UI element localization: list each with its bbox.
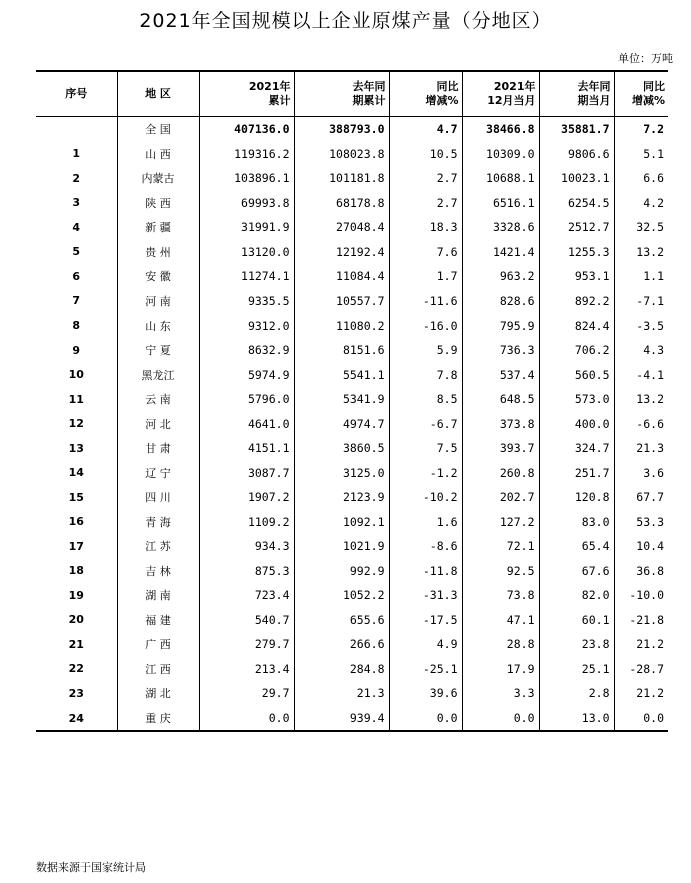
total-row bbox=[36, 117, 668, 142]
cumulative-prev-cell: 68178.8 bbox=[294, 191, 389, 216]
yoy-december-cell: 67.7 bbox=[614, 485, 668, 510]
region-cell: 广 西 bbox=[117, 632, 199, 657]
table-row bbox=[36, 166, 668, 191]
yoy-december-cell: -7.1 bbox=[614, 289, 668, 314]
december-prev-cell: 2512.7 bbox=[539, 215, 614, 240]
seq-cell: 6 bbox=[72, 269, 81, 283]
seq-cell: 15 bbox=[68, 490, 84, 504]
december-2021-cell: 47.1 bbox=[462, 608, 539, 633]
december-2021-cell: 73.8 bbox=[462, 583, 539, 608]
header-2021-december bbox=[462, 71, 539, 117]
cumulative-prev-cell: 12192.4 bbox=[294, 240, 389, 265]
yoy-cumulative-cell: -1.2 bbox=[389, 460, 462, 485]
seq-cell: 5 bbox=[72, 245, 81, 259]
table-body bbox=[36, 117, 668, 732]
table-row bbox=[36, 264, 668, 289]
december-prev-cell: 60.1 bbox=[539, 608, 614, 633]
header-line: 去年同 bbox=[577, 80, 611, 93]
cumulative-2021-cell: 69993.8 bbox=[199, 191, 294, 216]
cumulative-2021-cell: 540.7 bbox=[199, 608, 294, 633]
region-cell: 山 西 bbox=[117, 142, 199, 167]
table-row bbox=[36, 338, 668, 363]
cumulative-prev-cell: 101181.8 bbox=[294, 166, 389, 191]
yoy-cumulative-cell: -11.8 bbox=[389, 559, 462, 584]
cumulative-prev-cell: 388793.0 bbox=[294, 117, 389, 142]
header-line: 同比 bbox=[643, 80, 665, 93]
seq-cell bbox=[36, 117, 117, 142]
december-2021-cell: 393.7 bbox=[462, 436, 539, 461]
yoy-december-cell: 13.2 bbox=[614, 387, 668, 412]
cumulative-2021-cell: 934.3 bbox=[199, 534, 294, 559]
december-2021-cell: 10688.1 bbox=[462, 166, 539, 191]
yoy-cumulative-cell: -6.7 bbox=[389, 411, 462, 436]
header-line: 增减% bbox=[631, 94, 665, 107]
december-prev-cell: 35881.7 bbox=[539, 117, 614, 142]
table-row bbox=[36, 485, 668, 510]
december-prev-cell: 400.0 bbox=[539, 411, 614, 436]
seq-cell: 20 bbox=[68, 613, 84, 627]
region-cell: 河 南 bbox=[117, 289, 199, 314]
december-prev-cell: 892.2 bbox=[539, 289, 614, 314]
header-region bbox=[117, 71, 199, 117]
coal-output-table bbox=[36, 70, 668, 732]
header-line: 期累计 bbox=[352, 94, 386, 107]
december-2021-cell: 6516.1 bbox=[462, 191, 539, 216]
yoy-december-cell: 21.2 bbox=[614, 681, 668, 706]
cumulative-prev-cell: 284.8 bbox=[294, 657, 389, 682]
yoy-december-cell: -3.5 bbox=[614, 313, 668, 338]
december-2021-cell: 828.6 bbox=[462, 289, 539, 314]
header-prev-cumulative bbox=[294, 71, 389, 117]
cumulative-2021-cell: 5974.9 bbox=[199, 362, 294, 387]
seq-cell: 4 bbox=[72, 220, 81, 234]
cumulative-2021-cell: 9335.5 bbox=[199, 289, 294, 314]
december-prev-cell: 13.0 bbox=[539, 706, 614, 732]
december-prev-cell: 6254.5 bbox=[539, 191, 614, 216]
december-prev-cell: 953.1 bbox=[539, 264, 614, 289]
region-cell: 甘 肃 bbox=[117, 436, 199, 461]
cumulative-prev-cell: 10557.7 bbox=[294, 289, 389, 314]
yoy-cumulative-cell: -16.0 bbox=[389, 313, 462, 338]
yoy-cumulative-cell: 2.7 bbox=[389, 191, 462, 216]
yoy-december-cell: 6.6 bbox=[614, 166, 668, 191]
yoy-december-cell: 4.2 bbox=[614, 191, 668, 216]
yoy-cumulative-cell: 7.8 bbox=[389, 362, 462, 387]
header-line: 序号 bbox=[65, 87, 88, 100]
yoy-cumulative-cell: 1.6 bbox=[389, 510, 462, 535]
cumulative-prev-cell: 1092.1 bbox=[294, 510, 389, 535]
yoy-december-cell: -28.7 bbox=[614, 657, 668, 682]
cumulative-2021-cell: 4151.1 bbox=[199, 436, 294, 461]
table-row bbox=[36, 215, 668, 240]
yoy-december-cell: 5.1 bbox=[614, 142, 668, 167]
seq-cell: 11 bbox=[68, 392, 84, 406]
december-prev-cell: 251.7 bbox=[539, 460, 614, 485]
region-cell: 重 庆 bbox=[117, 706, 199, 732]
table-header bbox=[36, 71, 668, 117]
cumulative-prev-cell: 11080.2 bbox=[294, 313, 389, 338]
yoy-cumulative-cell: -25.1 bbox=[389, 657, 462, 682]
yoy-cumulative-cell: -31.3 bbox=[389, 583, 462, 608]
yoy-cumulative-cell: 5.9 bbox=[389, 338, 462, 363]
cumulative-prev-cell: 3125.0 bbox=[294, 460, 389, 485]
yoy-december-cell: -4.1 bbox=[614, 362, 668, 387]
cumulative-2021-cell: 1109.2 bbox=[199, 510, 294, 535]
yoy-cumulative-cell: 4.7 bbox=[389, 117, 462, 142]
december-prev-cell: 1255.3 bbox=[539, 240, 614, 265]
seq-cell: 18 bbox=[68, 564, 84, 578]
region-cell: 云 南 bbox=[117, 387, 199, 412]
yoy-cumulative-cell: -10.2 bbox=[389, 485, 462, 510]
december-2021-cell: 963.2 bbox=[462, 264, 539, 289]
cumulative-2021-cell: 279.7 bbox=[199, 632, 294, 657]
seq-cell: 9 bbox=[72, 343, 81, 357]
region-cell: 陕 西 bbox=[117, 191, 199, 216]
yoy-december-cell: 36.8 bbox=[614, 559, 668, 584]
cumulative-prev-cell: 3860.5 bbox=[294, 436, 389, 461]
seq-cell: 10 bbox=[68, 368, 84, 382]
region-cell: 湖 南 bbox=[117, 583, 199, 608]
cumulative-prev-cell: 27048.4 bbox=[294, 215, 389, 240]
cumulative-2021-cell: 0.0 bbox=[199, 706, 294, 732]
december-prev-cell: 83.0 bbox=[539, 510, 614, 535]
seq-cell: 1 bbox=[72, 147, 81, 161]
cumulative-prev-cell: 4974.7 bbox=[294, 411, 389, 436]
table-row bbox=[36, 608, 668, 633]
cumulative-prev-cell: 2123.9 bbox=[294, 485, 389, 510]
december-2021-cell: 38466.8 bbox=[462, 117, 539, 142]
table-row bbox=[36, 289, 668, 314]
region-cell: 湖 北 bbox=[117, 681, 199, 706]
cumulative-prev-cell: 11084.4 bbox=[294, 264, 389, 289]
december-prev-cell: 560.5 bbox=[539, 362, 614, 387]
december-prev-cell: 324.7 bbox=[539, 436, 614, 461]
seq-cell: 14 bbox=[68, 466, 84, 480]
seq-cell: 8 bbox=[72, 319, 81, 333]
yoy-cumulative-cell: -17.5 bbox=[389, 608, 462, 633]
december-2021-cell: 3.3 bbox=[462, 681, 539, 706]
table-row bbox=[36, 313, 668, 338]
region-cell: 吉 林 bbox=[117, 559, 199, 584]
yoy-december-cell: 21.3 bbox=[614, 436, 668, 461]
header-line: 2021年 bbox=[493, 80, 536, 93]
cumulative-prev-cell: 939.4 bbox=[294, 706, 389, 732]
december-2021-cell: 92.5 bbox=[462, 559, 539, 584]
region-cell: 福 建 bbox=[117, 608, 199, 633]
seq-cell: 16 bbox=[68, 515, 84, 529]
cumulative-2021-cell: 407136.0 bbox=[199, 117, 294, 142]
december-2021-cell: 28.8 bbox=[462, 632, 539, 657]
december-2021-cell: 17.9 bbox=[462, 657, 539, 682]
header-line: 期当月 bbox=[577, 94, 611, 107]
header-yoy-cumulative bbox=[389, 71, 462, 117]
table-row bbox=[36, 436, 668, 461]
cumulative-2021-cell: 13120.0 bbox=[199, 240, 294, 265]
seq-cell: 24 bbox=[36, 706, 117, 732]
header-line: 去年同 bbox=[352, 80, 386, 93]
december-2021-cell: 0.0 bbox=[462, 706, 539, 732]
cumulative-prev-cell: 5341.9 bbox=[294, 387, 389, 412]
table-row bbox=[36, 460, 668, 485]
source-note: 数据来源于国家统计局 bbox=[36, 861, 146, 874]
december-prev-cell: 10023.1 bbox=[539, 166, 614, 191]
region-cell: 辽 宁 bbox=[117, 460, 199, 485]
seq-cell: 13 bbox=[68, 441, 84, 455]
december-prev-cell: 65.4 bbox=[539, 534, 614, 559]
table-row bbox=[36, 534, 668, 559]
yoy-cumulative-cell: 2.7 bbox=[389, 166, 462, 191]
yoy-cumulative-cell: -11.6 bbox=[389, 289, 462, 314]
region-cell: 安 徽 bbox=[117, 264, 199, 289]
header-seq bbox=[36, 71, 117, 117]
yoy-december-cell: 4.3 bbox=[614, 338, 668, 363]
seq-cell: 2 bbox=[72, 171, 81, 185]
yoy-cumulative-cell: 7.6 bbox=[389, 240, 462, 265]
table-row bbox=[36, 240, 668, 265]
seq-cell: 3 bbox=[72, 196, 81, 210]
unit-label: 单位：万吨 bbox=[618, 52, 673, 65]
cumulative-2021-cell: 31991.9 bbox=[199, 215, 294, 240]
december-prev-cell: 706.2 bbox=[539, 338, 614, 363]
header-line: 地 区 bbox=[145, 87, 171, 100]
header-prev-december bbox=[539, 71, 614, 117]
yoy-december-cell: 3.6 bbox=[614, 460, 668, 485]
cumulative-prev-cell: 992.9 bbox=[294, 559, 389, 584]
december-prev-cell: 120.8 bbox=[539, 485, 614, 510]
header-line: 12月当月 bbox=[487, 94, 536, 107]
yoy-december-cell: 1.1 bbox=[614, 264, 668, 289]
region-cell: 贵 州 bbox=[117, 240, 199, 265]
cumulative-2021-cell: 29.7 bbox=[199, 681, 294, 706]
cumulative-2021-cell: 4641.0 bbox=[199, 411, 294, 436]
table-row bbox=[36, 657, 668, 682]
december-prev-cell: 23.8 bbox=[539, 632, 614, 657]
december-prev-cell: 9806.6 bbox=[539, 142, 614, 167]
yoy-december-cell: 21.2 bbox=[614, 632, 668, 657]
yoy-cumulative-cell: 4.9 bbox=[389, 632, 462, 657]
december-2021-cell: 1421.4 bbox=[462, 240, 539, 265]
table-row bbox=[36, 387, 668, 412]
cumulative-prev-cell: 1052.2 bbox=[294, 583, 389, 608]
cumulative-2021-cell: 119316.2 bbox=[199, 142, 294, 167]
yoy-cumulative-cell: 39.6 bbox=[389, 681, 462, 706]
region-cell: 黑龙江 bbox=[117, 362, 199, 387]
seq-cell: 21 bbox=[68, 637, 84, 651]
seq-cell: 17 bbox=[68, 539, 84, 553]
yoy-december-cell: -6.6 bbox=[614, 411, 668, 436]
cumulative-2021-cell: 723.4 bbox=[199, 583, 294, 608]
header-line: 增减% bbox=[425, 94, 459, 107]
cumulative-2021-cell: 11274.1 bbox=[199, 264, 294, 289]
region-cell: 新 疆 bbox=[117, 215, 199, 240]
december-2021-cell: 795.9 bbox=[462, 313, 539, 338]
region-cell: 山 东 bbox=[117, 313, 199, 338]
yoy-december-cell: 10.4 bbox=[614, 534, 668, 559]
table-row bbox=[36, 362, 668, 387]
region-cell: 河 北 bbox=[117, 411, 199, 436]
cumulative-2021-cell: 5796.0 bbox=[199, 387, 294, 412]
region-cell: 全 国 bbox=[117, 117, 199, 142]
cumulative-2021-cell: 103896.1 bbox=[199, 166, 294, 191]
december-prev-cell: 573.0 bbox=[539, 387, 614, 412]
cumulative-prev-cell: 655.6 bbox=[294, 608, 389, 633]
table-row bbox=[36, 510, 668, 535]
december-2021-cell: 127.2 bbox=[462, 510, 539, 535]
region-cell: 四 川 bbox=[117, 485, 199, 510]
december-2021-cell: 373.8 bbox=[462, 411, 539, 436]
yoy-cumulative-cell: 0.0 bbox=[389, 706, 462, 732]
yoy-december-cell: 0.0 bbox=[614, 706, 668, 732]
region-cell: 内蒙古 bbox=[117, 166, 199, 191]
seq-cell: 23 bbox=[68, 686, 84, 700]
december-2021-cell: 10309.0 bbox=[462, 142, 539, 167]
yoy-december-cell: 53.3 bbox=[614, 510, 668, 535]
december-prev-cell: 67.6 bbox=[539, 559, 614, 584]
cumulative-prev-cell: 266.6 bbox=[294, 632, 389, 657]
cumulative-prev-cell: 108023.8 bbox=[294, 142, 389, 167]
table-row bbox=[36, 706, 668, 732]
region-cell: 青 海 bbox=[117, 510, 199, 535]
page-title: 2021年全国规模以上企业原煤产量（分地区） bbox=[139, 10, 552, 32]
header-row bbox=[36, 71, 668, 117]
seq-cell: 7 bbox=[72, 294, 81, 308]
december-2021-cell: 648.5 bbox=[462, 387, 539, 412]
table-row bbox=[36, 142, 668, 167]
december-2021-cell: 537.4 bbox=[462, 362, 539, 387]
yoy-december-cell: 7.2 bbox=[614, 117, 668, 142]
table-row bbox=[36, 632, 668, 657]
yoy-december-cell: -21.8 bbox=[614, 608, 668, 633]
header-line: 2021年 bbox=[248, 80, 291, 93]
yoy-cumulative-cell: 18.3 bbox=[389, 215, 462, 240]
cumulative-2021-cell: 9312.0 bbox=[199, 313, 294, 338]
yoy-cumulative-cell: 1.7 bbox=[389, 264, 462, 289]
december-prev-cell: 82.0 bbox=[539, 583, 614, 608]
header-line: 累计 bbox=[268, 94, 291, 107]
yoy-cumulative-cell: -8.6 bbox=[389, 534, 462, 559]
table-row bbox=[36, 583, 668, 608]
cumulative-2021-cell: 875.3 bbox=[199, 559, 294, 584]
cumulative-prev-cell: 5541.1 bbox=[294, 362, 389, 387]
december-2021-cell: 72.1 bbox=[462, 534, 539, 559]
cumulative-prev-cell: 1021.9 bbox=[294, 534, 389, 559]
december-2021-cell: 736.3 bbox=[462, 338, 539, 363]
december-2021-cell: 202.7 bbox=[462, 485, 539, 510]
region-cell: 宁 夏 bbox=[117, 338, 199, 363]
header-line: 同比 bbox=[436, 80, 459, 93]
cumulative-2021-cell: 213.4 bbox=[199, 657, 294, 682]
cumulative-prev-cell: 21.3 bbox=[294, 681, 389, 706]
region-cell: 江 苏 bbox=[117, 534, 199, 559]
cumulative-2021-cell: 3087.7 bbox=[199, 460, 294, 485]
december-prev-cell: 2.8 bbox=[539, 681, 614, 706]
header-2021-cumulative bbox=[199, 71, 294, 117]
region-cell: 江 西 bbox=[117, 657, 199, 682]
yoy-cumulative-cell: 7.5 bbox=[389, 436, 462, 461]
yoy-december-cell: -10.0 bbox=[614, 583, 668, 608]
table-row bbox=[36, 681, 668, 706]
yoy-december-cell: 13.2 bbox=[614, 240, 668, 265]
cumulative-2021-cell: 8632.9 bbox=[199, 338, 294, 363]
table-row bbox=[36, 411, 668, 436]
december-prev-cell: 25.1 bbox=[539, 657, 614, 682]
yoy-cumulative-cell: 8.5 bbox=[389, 387, 462, 412]
seq-cell: 12 bbox=[68, 417, 84, 431]
december-2021-cell: 3328.6 bbox=[462, 215, 539, 240]
table-row bbox=[36, 191, 668, 216]
december-2021-cell: 260.8 bbox=[462, 460, 539, 485]
cumulative-prev-cell: 8151.6 bbox=[294, 338, 389, 363]
december-prev-cell: 824.4 bbox=[539, 313, 614, 338]
table-row bbox=[36, 559, 668, 584]
seq-cell: 19 bbox=[68, 588, 84, 602]
yoy-cumulative-cell: 10.5 bbox=[389, 142, 462, 167]
cumulative-2021-cell: 1907.2 bbox=[199, 485, 294, 510]
seq-cell: 22 bbox=[68, 662, 84, 676]
header-yoy-december bbox=[614, 71, 668, 117]
yoy-december-cell: 32.5 bbox=[614, 215, 668, 240]
